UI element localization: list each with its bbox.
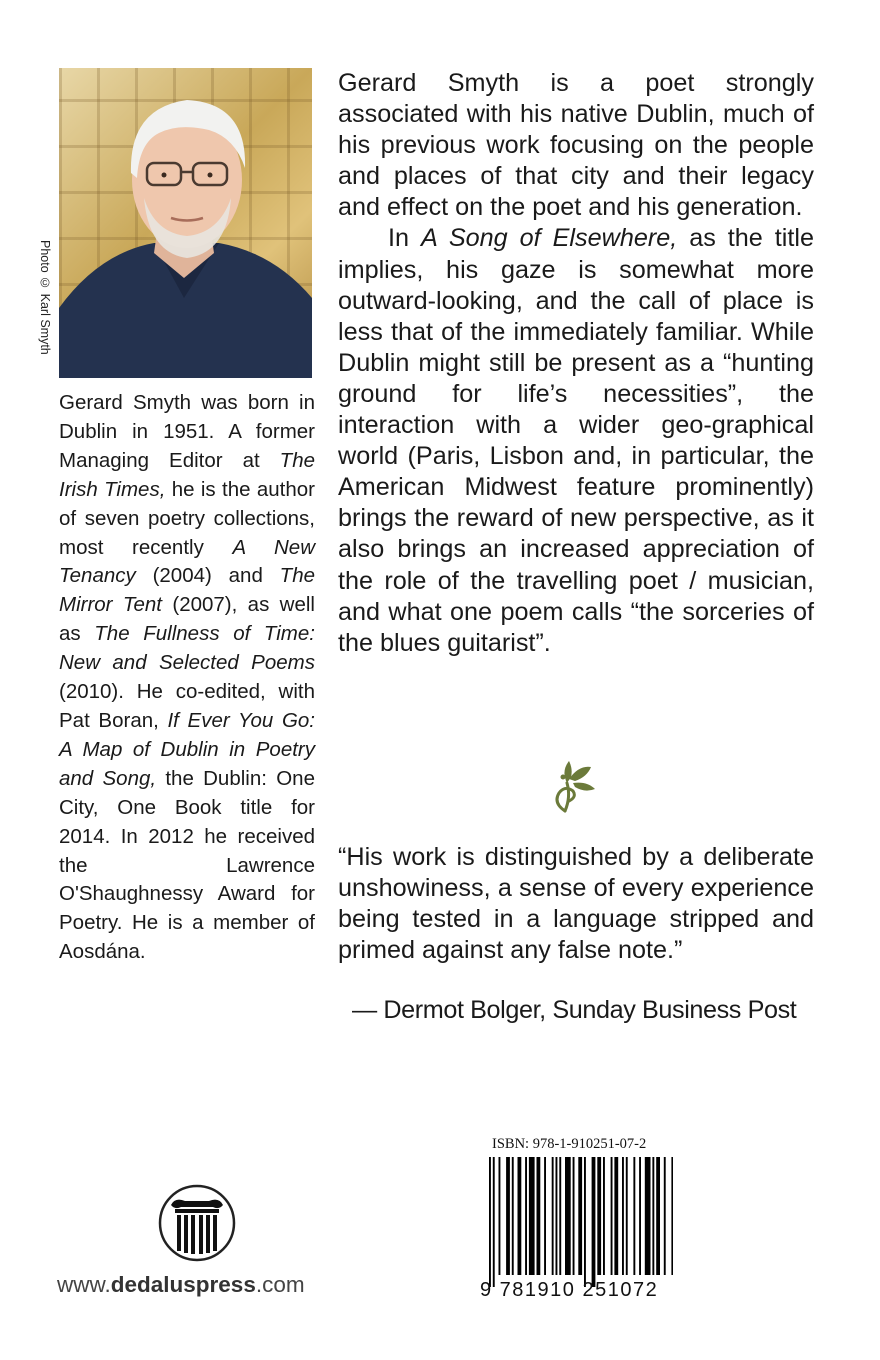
photo-credit: Photo © Karl Smyth — [38, 240, 52, 355]
barcode-bar — [518, 1157, 522, 1275]
barcode-bar — [512, 1157, 514, 1275]
publisher-website[interactable]: www.dedaluspress.com — [57, 1272, 305, 1297]
barcode-bar — [506, 1157, 510, 1275]
barcode-bar — [622, 1157, 624, 1275]
isbn-barcode — [487, 1157, 673, 1287]
blurb-paragraph-1: Gerard Smyth is a poet strongly associated with his native Dublin, much of his previous work focusing on the people and places of that city and their legacy and effect on the poet and his generation. — [338, 69, 814, 222]
author-biography: Gerard Smyth was born in Dublin in 1951. A former Managing Editor at The Irish Times, he is the author of seven poetry collections, most recently A New Tenancy (2004) and The Mirror Tent (2007), as well as The Fullness of Time: New and Selected Poems (2010). He co-edited, with Pat Boran, If Ever You Go: A Map of Dublin in Poetry and Song, the Dublin: One City, One Book title for 2014. In 2012 he received the Lawrence O'Shaughnessy Award for Poetry. He is a member of Aosdána. — [59, 391, 315, 964]
quote-attribution: — Dermot Bolger, Sunday Business Post — [352, 996, 797, 1024]
barcode-bar — [656, 1157, 660, 1275]
barcode-bar — [529, 1157, 535, 1275]
barcode-bar — [652, 1157, 654, 1275]
barcode-bar — [565, 1157, 571, 1275]
barcode-bar — [633, 1157, 635, 1275]
barcode-bar — [556, 1157, 558, 1275]
barcode-bar — [493, 1157, 495, 1287]
barcode-bar — [611, 1157, 613, 1275]
barcode-bar — [552, 1157, 554, 1275]
author-photo — [59, 68, 312, 378]
barcode-bar — [559, 1157, 561, 1275]
barcode-bar — [603, 1157, 605, 1275]
barcode-digits: 9 781910 251072 — [480, 1279, 659, 1301]
dedalus-press-logo — [157, 1183, 237, 1263]
blurb-paragraph-2: In A Song of Elsewhere, as the title implies, his gaze is somewhat more outward-looking, and the call of place is less that of the immediately familiar. While Dublin might still be present as a “hunting ground for life’s necessities”, the interaction with a wider geo-graphical world (Paris, Lisbon and, in particular, the American Midwest feature prominently) brings the reward of new perspective, as it also brings an increased appreciation of the role of the travelling poet / musician, and what one poem calls “the sorceries of the blues guitarist”. — [338, 224, 814, 657]
leaf-ornament-icon — [551, 757, 599, 815]
barcode-bar — [614, 1157, 618, 1275]
author-portrait-illustration — [59, 68, 312, 378]
barcode-bar — [578, 1157, 582, 1275]
barcode-bar — [597, 1157, 601, 1275]
book-blurb — [338, 68, 814, 659]
barcode-bar — [626, 1157, 628, 1275]
isbn-label: ISBN: 978-1-910251-07-2 — [492, 1136, 647, 1152]
barcode-bar — [671, 1157, 673, 1275]
barcode-bar — [664, 1157, 666, 1275]
barcode-bar — [489, 1157, 491, 1287]
barcode-bar — [573, 1157, 575, 1275]
barcode-bar — [592, 1157, 596, 1287]
barcode-bar — [639, 1157, 641, 1275]
barcode-bar — [584, 1157, 586, 1287]
barcode-bar — [537, 1157, 541, 1275]
review-quote: “His work is distinguished by a deliberate unshowiness, a sense of every experience being tested in a language stripped and primed against any false note.” — [338, 843, 814, 965]
barcode-bar — [525, 1157, 527, 1275]
barcode-bar — [544, 1157, 546, 1275]
barcode-bar — [645, 1157, 651, 1275]
barcode-bar — [499, 1157, 501, 1275]
